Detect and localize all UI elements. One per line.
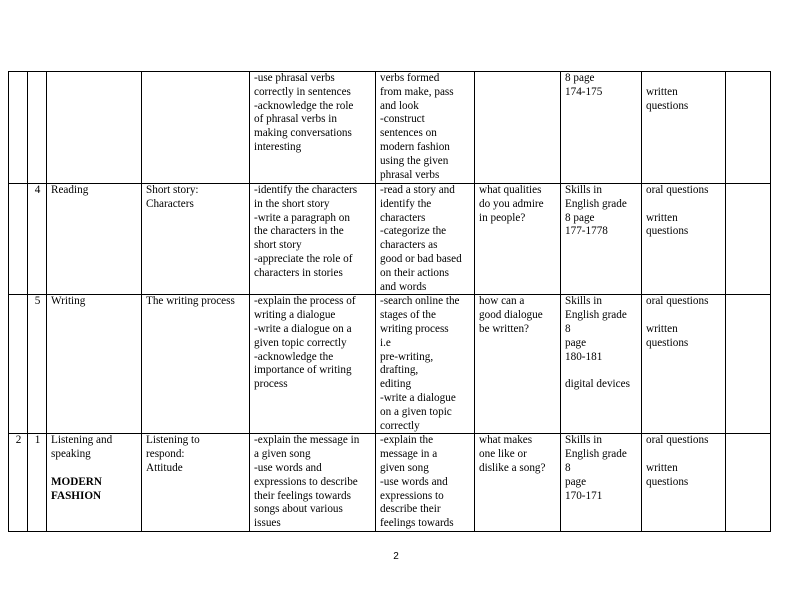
cell-line: sentences on [380,127,437,140]
strand-cell [47,72,142,184]
cell-line: process [254,378,288,391]
cell-line: given topic correctly [254,336,347,349]
lesson-cell: 1 [28,434,47,532]
cell-line: importance of writing [254,364,352,377]
inquiry-question-cell [475,184,561,295]
learning-outcomes-cell [250,295,376,434]
cell-line: Skills in [565,434,602,447]
blank-line [565,364,638,378]
resources-cell [561,434,642,532]
cell-line: Short story: [146,184,199,196]
cell-line: Attitude [146,461,183,474]
cell-line: on a given topic [380,405,452,418]
cell-line: on their actions [380,266,449,279]
assessment-cell [642,434,726,532]
cell-line: 177-1778 [565,225,608,238]
cell-line: -write a paragraph on [254,211,350,224]
blank-line [646,309,722,323]
learning-experiences-cell [376,184,475,295]
cell-line: The writing process [146,295,235,308]
strand-cell [47,295,142,434]
cell-line: of phrasal verbs in [254,113,337,126]
cell-line: characters in stories [254,266,343,279]
table-body [9,72,771,532]
cell-line: modern fashion [380,140,450,153]
learning-outcomes-cell [250,434,376,532]
cell-line: using the given [380,154,449,167]
cell-line: from make, pass [380,85,454,98]
table-row [9,434,771,532]
strand-cell [47,184,142,295]
cell-line: oral questions [646,295,709,308]
lesson-cell: 5 [28,295,47,434]
strand-cell [47,434,142,532]
sub-strand-cell [142,295,250,434]
cell-line: phrasal verbs [380,168,440,181]
cell-line: Characters [146,197,194,210]
cell-line: writing process [380,322,449,335]
cell-line: drafting, [380,364,419,377]
cell-line: writing a dialogue [254,309,336,322]
cell-line: Reading [51,184,89,196]
cell-line: written [646,461,678,474]
cell-line: dislike a song? [479,461,546,474]
cell-line: and look [380,99,419,112]
cell-line: 8 [565,322,571,335]
learning-outcomes-cell [250,184,376,295]
cell-line: -use words and [254,461,322,474]
theme-heading: FASHION [51,489,102,502]
cell-line: respond: [146,448,185,461]
cell-line: their feelings towards [254,489,351,502]
cell-line: 174-175 [565,85,603,98]
resources-cell [561,295,642,434]
cell-line: page [565,336,587,349]
assessment-cell [642,72,726,184]
cell-line: in the short story [254,197,330,210]
cell-line: describe their [380,503,441,516]
blank-line [51,462,138,476]
cell-line: -explain the process of [254,295,356,308]
cell-line: -construct [380,113,425,126]
cell-line: questions [646,336,689,349]
cell-line: good dialogue [479,309,543,322]
cell-line: correctly in sentences [254,85,351,98]
week-cell: 2 [9,434,28,532]
cell-line: page [565,475,587,488]
cell-line: oral questions [646,434,709,447]
cell-line: -categorize the [380,225,447,238]
blank-line [646,198,722,212]
cell-line: expressions to describe [254,475,358,488]
cell-line: given song [380,461,429,474]
cell-line: 180-181 [565,350,603,363]
cell-line: written [646,322,678,335]
table-row [9,295,771,434]
cell-line: Skills in [565,184,602,196]
cell-line: -use phrasal verbs [254,72,335,84]
cell-line: -use words and [380,475,448,488]
learning-experiences-cell [376,434,475,532]
cell-line: do you admire [479,197,544,210]
cell-line: what makes [479,434,533,447]
cell-line: good or bad based [380,252,462,265]
reflection-cell [726,72,771,184]
cell-line: questions [646,475,689,488]
cell-line: characters as [380,239,438,252]
cell-line: written [646,85,678,98]
cell-line: what qualities [479,184,542,196]
cell-line: speaking [51,448,91,461]
cell-line: 8 page [565,211,595,224]
week-cell [9,295,28,434]
inquiry-question-cell [475,72,561,184]
cell-line: stages of the [380,309,436,322]
cell-line: 170-171 [565,489,603,502]
cell-line: short story [254,239,302,252]
cell-line: and words [380,280,427,293]
cell-line: -identify the characters [254,184,358,196]
cell-line: a given song [254,448,311,461]
blank-line [646,448,722,462]
cell-line: verbs formed [380,72,440,84]
week-cell [9,184,28,295]
cell-line: -acknowledge the [254,350,334,363]
theme-heading: MODERN [51,475,102,488]
scheme-of-work-table [8,71,771,532]
resources-cell [561,72,642,184]
cell-line: expressions to [380,489,444,502]
sub-strand-cell [142,184,250,295]
cell-line: Skills in [565,295,602,308]
reflection-cell [726,295,771,434]
page-number: 2 [393,551,399,562]
cell-line: English grade [565,309,627,322]
cell-line: questions [646,225,689,238]
lesson-cell: 4 [28,184,47,295]
cell-line: making conversations [254,127,352,140]
cell-line: -write a dialogue [380,391,456,404]
cell-line: identify the [380,197,432,210]
cell-line: issues [254,517,281,530]
cell-line: oral questions [646,184,709,196]
cell-line: correctly [380,419,420,432]
inquiry-question-cell [475,295,561,434]
cell-line: Listening and [51,434,113,447]
cell-line: -write a dialogue on a [254,322,352,335]
assessment-cell [642,295,726,434]
cell-line: one like or [479,448,527,461]
cell-line: -acknowledge the role [254,99,354,112]
cell-line: questions [646,99,689,112]
learning-outcomes-cell [250,72,376,184]
sub-strand-cell [142,434,250,532]
cell-line: the characters in the [254,225,344,238]
cell-line: feelings towards [380,517,454,530]
table-row [9,184,771,295]
reflection-cell [726,184,771,295]
table-row [9,72,771,184]
cell-line: Listening to [146,434,200,447]
cell-line: pre-writing, [380,350,434,363]
cell-line: how can a [479,295,525,308]
learning-experiences-cell [376,72,475,184]
cell-line: interesting [254,140,302,153]
blank-line [646,72,722,86]
cell-line: 8 page [565,72,595,84]
cell-line: in people? [479,211,526,224]
week-cell [9,72,28,184]
learning-experiences-cell [376,295,475,434]
cell-line: i.e [380,336,391,349]
cell-line: editing [380,378,412,391]
cell-line: be written? [479,322,530,335]
cell-line: -explain the [380,434,434,447]
sub-strand-cell [142,72,250,184]
cell-line: songs about various [254,503,343,516]
cell-line: written [646,211,678,224]
cell-line: characters [380,211,426,224]
cell-line: Writing [51,295,86,308]
assessment-cell [642,184,726,295]
cell-line: -appreciate the role of [254,252,353,265]
cell-line: English grade [565,197,627,210]
cell-line: -read a story and [380,184,455,196]
reflection-cell [726,434,771,532]
resources-cell [561,184,642,295]
cell-line: -search online the [380,295,460,308]
inquiry-question-cell [475,434,561,532]
cell-line: English grade [565,448,627,461]
cell-line: digital devices [565,378,630,391]
cell-line: -explain the message in [254,434,360,447]
lesson-cell [28,72,47,184]
cell-line: message in a [380,448,438,461]
cell-line: 8 [565,461,571,474]
